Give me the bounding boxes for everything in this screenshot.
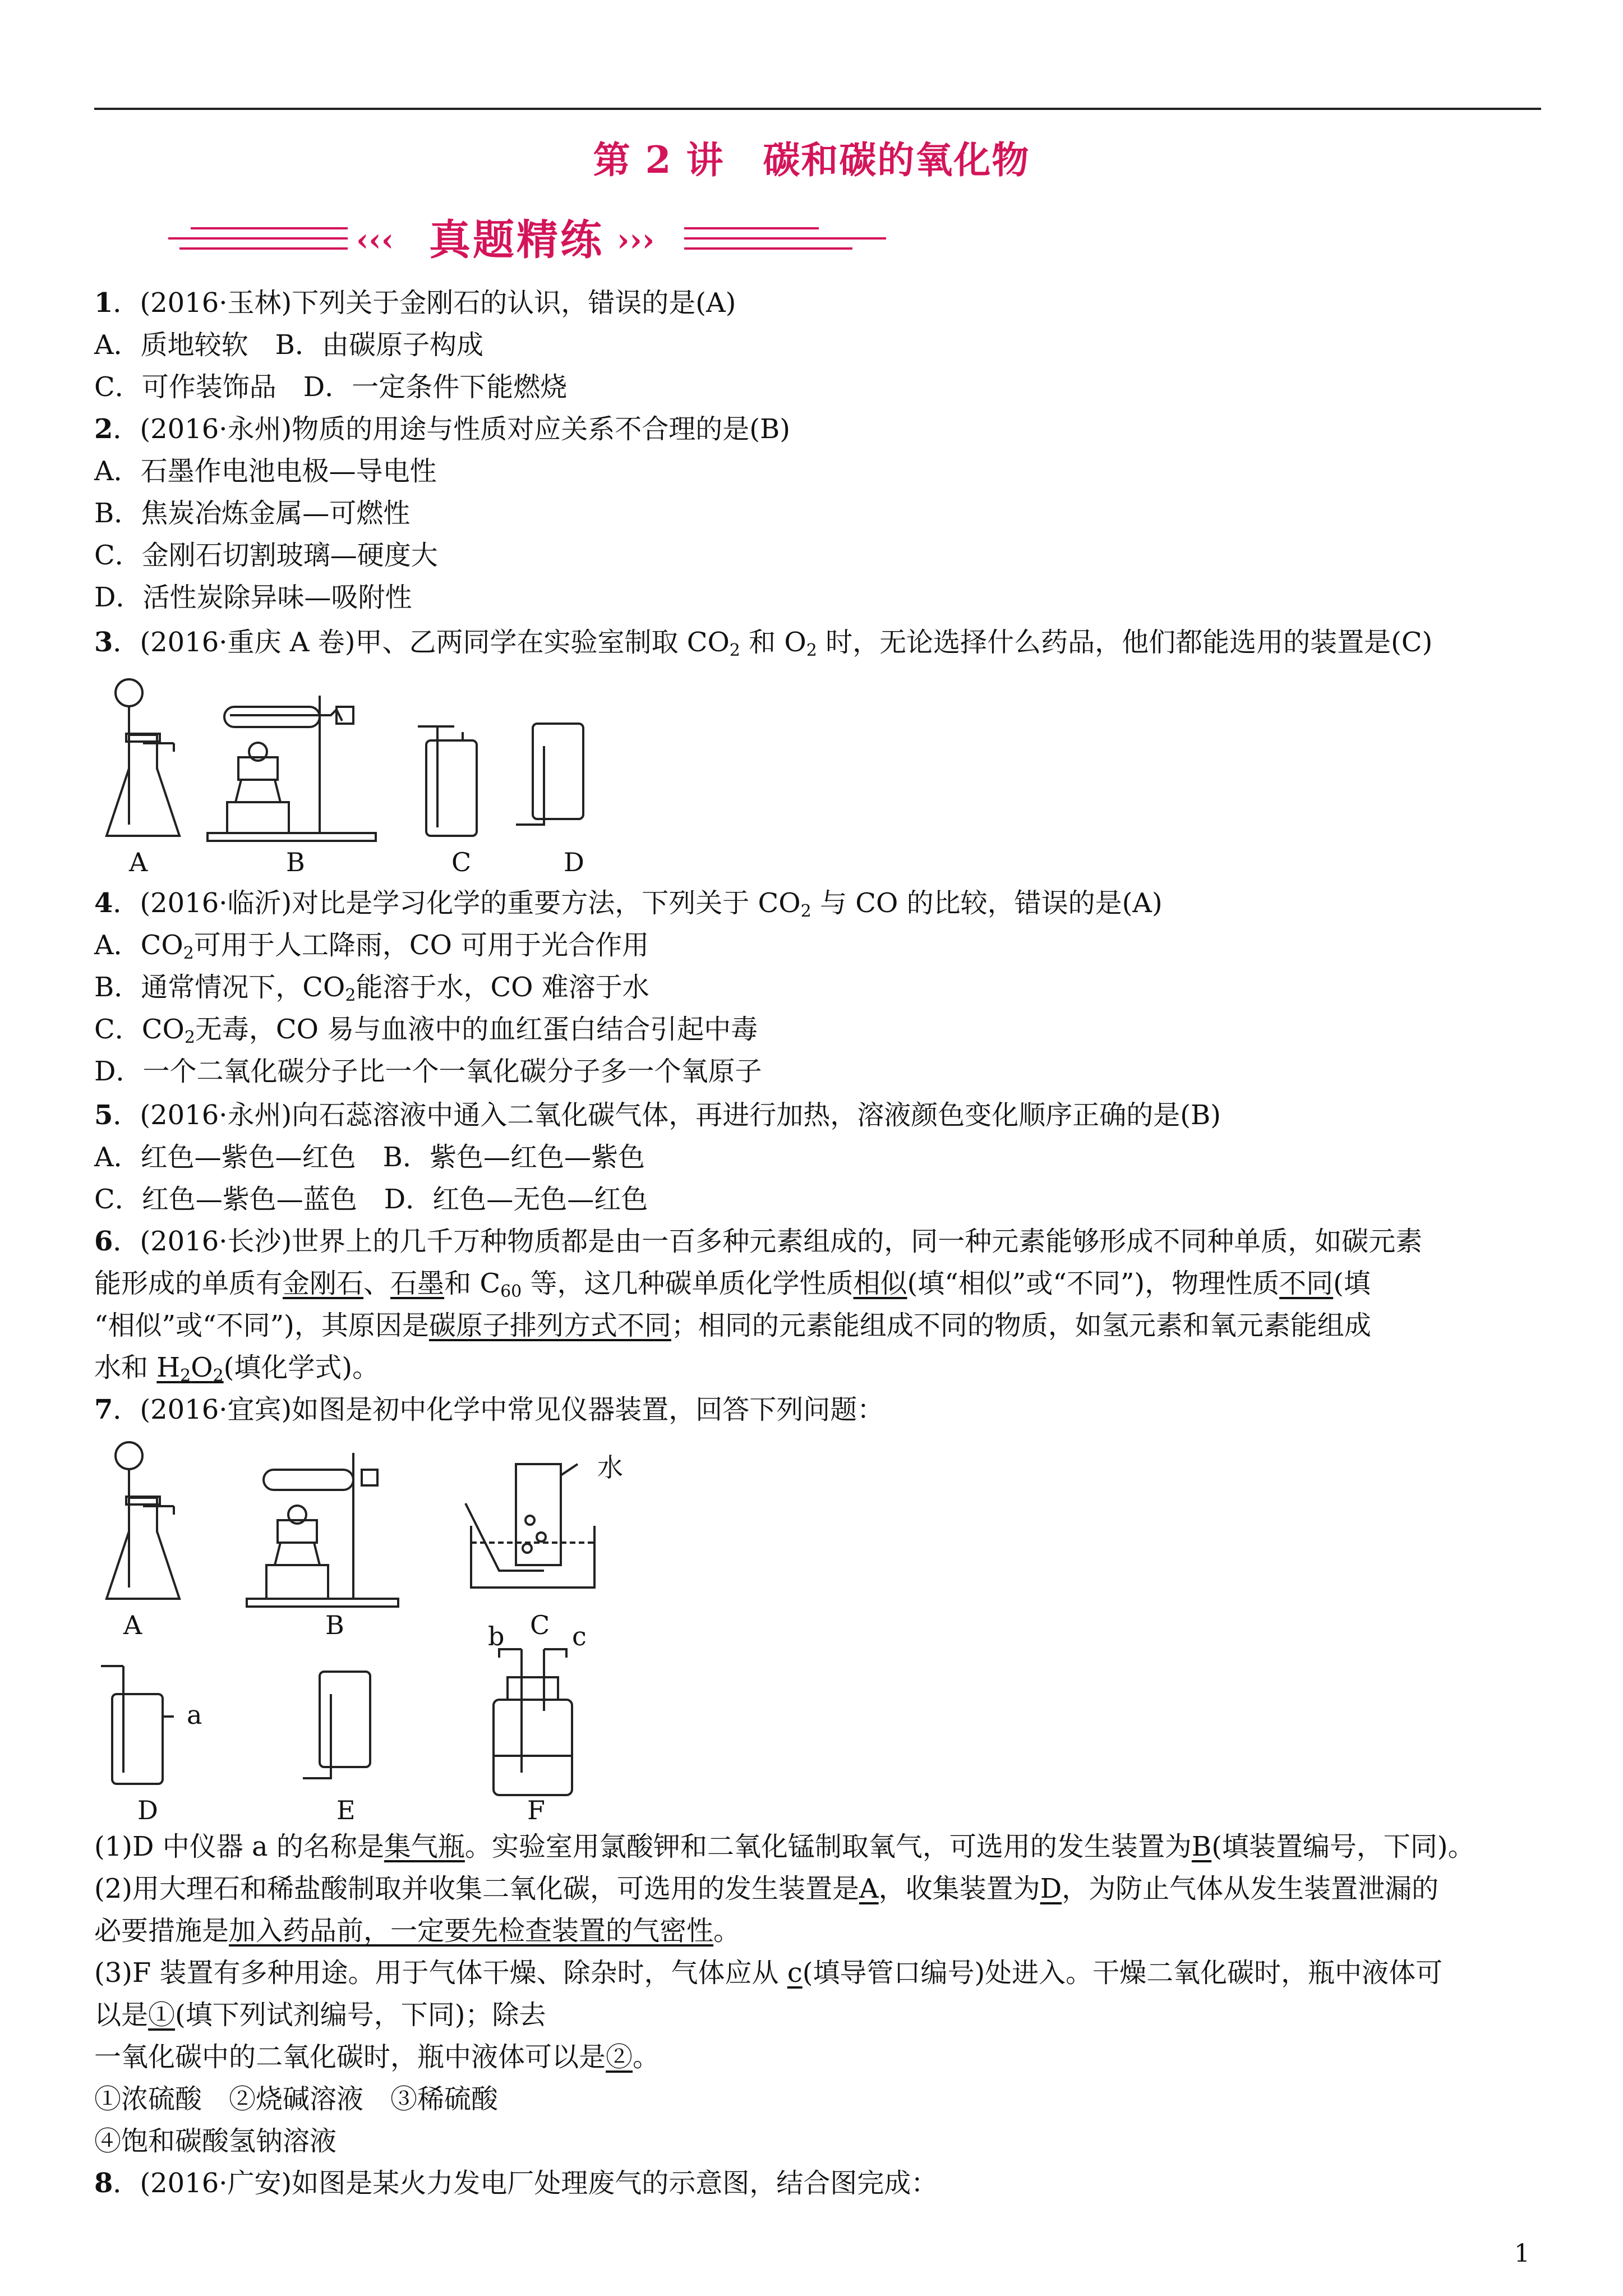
port-b-label: b — [488, 1621, 505, 1651]
q1-options-ab: A．质地较软 B．由碳原子构成 — [94, 329, 483, 361]
question-1: 1．(2016·玉林)下列关于金刚石的认识，错误的是(A) — [94, 287, 736, 319]
q7-answer-dry: ① — [148, 1999, 176, 2031]
q4-option-a: A．$CO_2$可用于人工降雨，CO 可用于光合作用 — [94, 930, 649, 963]
q7-label-b: B — [325, 1610, 344, 1640]
q7-reagents-2: ④饱和碳酸氢钠溶液 — [94, 2125, 337, 2157]
flask-with-funnel-icon — [107, 1442, 179, 1599]
q6-answer-graphite: 石墨 — [390, 1268, 445, 1299]
q6-answer-physical: 不同 — [1279, 1268, 1334, 1299]
q4-option-d: D．一个二氧化碳分子比一个一氧化碳分子多一个氧原子 — [94, 1056, 762, 1087]
q7-part-2-cont: 必要措施是加入药品前，一定要先检查装置的气密性。 — [94, 1915, 741, 1947]
q7-answer-collector: D — [1040, 1873, 1062, 1904]
banner-line-left-lower — [179, 247, 348, 250]
stand-and-test-tube-icon — [247, 1453, 398, 1607]
banner-line-right-upper — [684, 227, 819, 229]
q7-answer-o2-device: B — [1191, 1831, 1212, 1862]
q2-option-c: C．金刚石切割玻璃—硬度大 — [94, 540, 438, 571]
q5-options-ab: A．红色—紫色—红色 B．紫色—红色—紫色 — [94, 1142, 645, 1173]
q3-label-d: D — [564, 847, 584, 877]
banner-line-left — [168, 237, 348, 240]
inverted-collection-bottle-icon — [516, 724, 583, 825]
q7-apparatus-figure-row2 — [95, 1621, 634, 1825]
q6-line-4: 水和 $H_2O_2$(填化学式)。 — [94, 1352, 380, 1386]
question-6: 6．(2016·长沙)世界上的几千万种物质都是由一百多种元素组成的，同一种元素能够形成不同种单质，如碳元素 — [94, 1226, 1423, 1257]
water-trough-collection-icon — [465, 1464, 594, 1588]
lecture-number: 第 2 讲 — [593, 138, 725, 182]
banner-chevrons-right: ››› — [617, 222, 655, 259]
header-rule — [94, 108, 1541, 110]
q7-reagents-1: ①浓硫酸 ②烧碱溶液 ③稀硫酸 — [94, 2083, 499, 2115]
lecture-topic: 碳和碳的氧化物 — [763, 138, 1030, 182]
q7-answer-remove: ② — [606, 2041, 633, 2073]
q7-label-f: F — [527, 1795, 545, 1825]
q7-label-e: E — [336, 1795, 356, 1825]
q3-label-c: C — [451, 847, 472, 877]
q7-answer-generator: A — [859, 1873, 879, 1904]
q7-part-2: (2)用大理石和稀盐酸制取并收集二氧化碳，可选用的发生装置是A，收集装置为D，为防止气体从发生装置泄漏的 — [94, 1873, 1439, 1904]
gas-collection-bottle-icon — [418, 726, 477, 836]
q1-options-cd: C．可作装饰品 D．一定条件下能燃烧 — [94, 371, 568, 403]
gas-collection-bottle-icon — [101, 1666, 174, 1784]
q4-option-c: C．$CO_2$无毒，CO 易与血液中的血红蛋白结合引起中毒 — [94, 1014, 758, 1047]
question-7: 7．(2016·宜宾)如图是初中化学中常见仪器装置，回答下列问题： — [94, 1394, 884, 1425]
q5-options-cd: C．红色—紫色—蓝色 D．红色—无色—红色 — [94, 1184, 648, 1215]
banner-label: 真题精练 — [429, 216, 604, 264]
flask-with-funnel-icon — [107, 679, 179, 836]
q7-part-1: (1)D 中仪器 a 的名称是集气瓶。实验室用氯酸钾和二氧化锰制取氧气，可选用的发生装置为B(填装置编号，下同)。 — [94, 1831, 1475, 1862]
question-5: 5．(2016·永州)向石蕊溶液中通入二氧化碳气体，再进行加热，溶液颜色变化顺序正确的是(B) — [94, 1099, 1221, 1131]
q2-option-a: A．石墨作电池电极—导电性 — [94, 455, 437, 487]
q7-part-3-cont2: 一氧化碳中的二氧化碳时，瓶中液体可以是②。 — [94, 2041, 660, 2073]
question-8: 8．(2016·广安)如图是某火力发电厂处理废气的示意图，结合图完成： — [94, 2168, 938, 2199]
q7-part-3-cont: 以是①(填下列试剂编号，下同)；除去 — [94, 1999, 546, 2031]
section-banner — [168, 210, 897, 272]
q7-label-d: D — [137, 1795, 158, 1825]
q2-option-d: D．活性炭除异味—吸附性 — [94, 582, 412, 613]
banner-line-left-upper — [191, 227, 348, 229]
q4-option-b: B．通常情况下，$CO_2$能溶于水，CO 难溶于水 — [94, 972, 649, 1005]
q7-label-a: A — [123, 1610, 142, 1640]
q3-apparatus-figure — [95, 673, 600, 877]
q7-answer-instrument: 集气瓶 — [384, 1831, 465, 1862]
inverted-collection-bottle-icon — [303, 1672, 370, 1778]
q7-label-c: C — [530, 1610, 550, 1640]
q6-answer-formula: $H_2O_2$ — [156, 1352, 224, 1386]
banner-line-right — [684, 237, 886, 240]
port-c-label: c — [572, 1621, 587, 1651]
q7-answer-port: c — [787, 1957, 803, 1989]
question-2: 2．(2016·永州)物质的用途与性质对应关系不合理的是(B) — [94, 413, 791, 445]
port-a-label: a — [187, 1700, 202, 1730]
q6-answer-diamond: 金刚石 — [283, 1268, 364, 1299]
q6-answer-reason: 碳原子排列方式不同 — [428, 1310, 671, 1341]
banner-chevrons-left: ‹‹‹ — [356, 222, 394, 259]
banner-line-right-lower — [684, 247, 852, 250]
water-label: 水 — [597, 1452, 623, 1483]
q6-answer-chemical: 相似 — [853, 1268, 907, 1299]
q7-part-3: (3)F 装置有多种用途。用于气体干燥、除杂时，气体应从 c(填导管口编号)处进入。干燥二氧化碳时，瓶中液体可 — [94, 1957, 1443, 1989]
page-title — [0, 130, 1623, 183]
q7-answer-measure: 加入药品前，一定要先检查装置的气密性 — [229, 1915, 714, 1947]
question-3: 3．(2016·重庆 A 卷)甲、乙两同学在实验室制取 $CO_2$ 和 $O_2$ 时，无论选择什么药品，他们都能选用的装置是(C) — [94, 627, 1433, 660]
q6-line-3: “相似”或“不同”)，其原因是碳原子排列方式不同；相同的元素能组成不同的物质，如氢元素和氧元素能组成 — [94, 1310, 1371, 1341]
q7-apparatus-figure-row1 — [95, 1436, 634, 1638]
q6-line-2: 能形成的单质有金刚石、石墨和 $C_{60}$ 等，这几种碳单质化学性质相似(填“相似”或“不同”)，物理性质不同(填 — [94, 1268, 1371, 1301]
question-4: 4．(2016·临沂)对比是学习化学的重要方法，下列关于 $CO_2$ 与 CO 的比较，错误的是(A) — [94, 887, 1163, 921]
q2-option-b: B．焦炭冶炼金属—可燃性 — [94, 498, 411, 529]
q3-label-a: A — [129, 847, 148, 877]
q3-label-b: B — [286, 847, 305, 877]
washing-bottle-icon — [494, 1649, 572, 1795]
stand-and-test-tube-icon — [208, 696, 376, 841]
page-number: 1 — [1514, 2239, 1530, 2268]
